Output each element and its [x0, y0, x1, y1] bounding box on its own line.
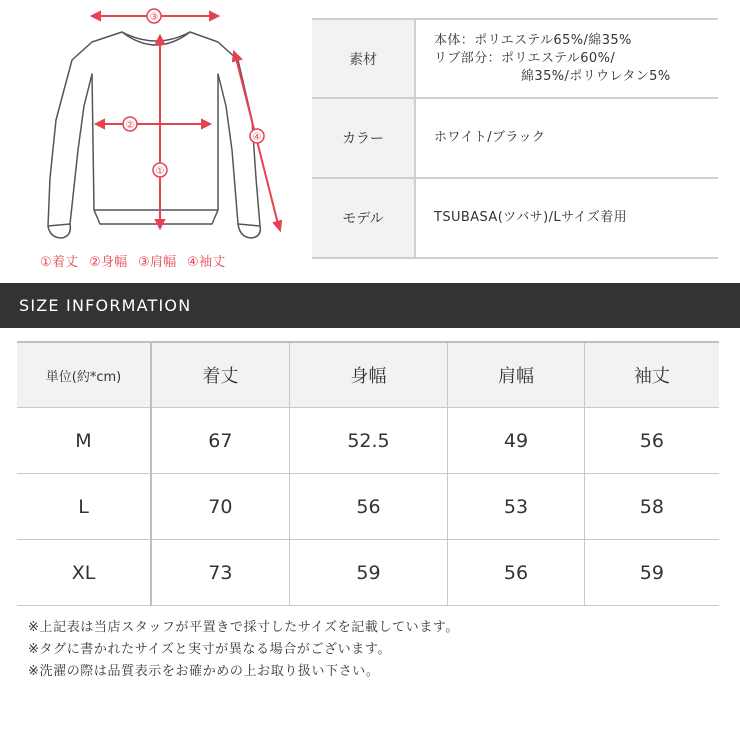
column-header: 袖丈	[584, 342, 719, 408]
table-row	[17, 474, 719, 540]
table-cell: 70	[151, 474, 289, 540]
spec-label: カラー	[312, 98, 415, 178]
spec-row-model	[312, 178, 718, 258]
size-label: XL	[17, 540, 151, 606]
size-label: L	[17, 474, 151, 540]
column-header: 身幅	[289, 342, 448, 408]
spec-label: 素材	[312, 19, 415, 98]
table-cell: 49	[448, 408, 584, 474]
table-cell: 52.5	[289, 408, 448, 474]
spec-value	[415, 19, 718, 98]
cuff-left	[48, 224, 70, 226]
spec-value: TSUBASA(ツバサ)/Lサイズ着用	[415, 178, 718, 258]
size-label: M	[17, 408, 151, 474]
legend-shoulder: ③肩幅	[138, 255, 177, 270]
legend-width: ②身幅	[89, 255, 128, 270]
spec-label: モデル	[312, 178, 415, 258]
arrow-head	[156, 36, 164, 44]
arrow-head	[233, 52, 241, 61]
spec-row-material	[312, 19, 718, 98]
unit-label: 単位(約*cm)	[17, 342, 151, 408]
material-line: リブ部分：ポリエステル60%/	[434, 50, 616, 66]
product-spec-table	[312, 18, 718, 259]
note-line: ※タグに書かれたサイズと実寸が異なる場合がございます。	[28, 642, 392, 657]
column-header: 肩幅	[448, 342, 584, 408]
sweatshirt-measurement-diagram	[0, 0, 290, 278]
marker-3: ③	[149, 12, 159, 23]
measurement-legend	[40, 251, 232, 270]
arrow-head	[210, 12, 218, 20]
table-row	[17, 540, 719, 606]
neck-rib	[122, 32, 190, 41]
table-cell: 53	[448, 474, 584, 540]
table-cell: 73	[151, 540, 289, 606]
arrow-head	[96, 120, 104, 128]
material-line: 本体：ポリエステル65%/綿35%	[434, 32, 632, 48]
section-title: SIZE INFORMATION	[19, 296, 192, 315]
table-cell: 56	[584, 408, 719, 474]
size-information-header	[0, 283, 740, 328]
column-header: 着丈	[151, 342, 289, 408]
note-line: ※上記表は当店スタッフが平置きで採寸したサイズを記載しています。	[28, 620, 460, 635]
arrow-head	[156, 220, 164, 228]
cuff-right	[238, 224, 260, 226]
table-cell: 58	[584, 474, 719, 540]
table-cell: 67	[151, 408, 289, 474]
marker-2: ②	[125, 120, 135, 131]
spec-value: ホワイト/ブラック	[415, 98, 718, 178]
table-row	[17, 408, 719, 474]
notes	[28, 617, 459, 683]
sweatshirt-outline	[48, 32, 260, 238]
legend-length: ①着丈	[40, 255, 79, 270]
marker-1: ①	[155, 166, 165, 177]
note-line: ※洗濯の際は品質表示をお確かめの上お取り扱い下さい。	[28, 664, 380, 679]
arrow-head	[202, 120, 210, 128]
arrow-head	[274, 221, 281, 230]
material-line: 綿35%/ポリウレタン5%	[521, 68, 671, 84]
spec-row-color	[312, 98, 718, 178]
arrow-head	[92, 12, 100, 20]
size-table	[17, 341, 719, 606]
marker-4: ④	[252, 132, 262, 143]
table-cell: 56	[448, 540, 584, 606]
size-table-header	[17, 342, 719, 408]
legend-sleeve: ④袖丈	[187, 255, 226, 270]
table-cell: 59	[584, 540, 719, 606]
table-cell: 59	[289, 540, 448, 606]
table-cell: 56	[289, 474, 448, 540]
